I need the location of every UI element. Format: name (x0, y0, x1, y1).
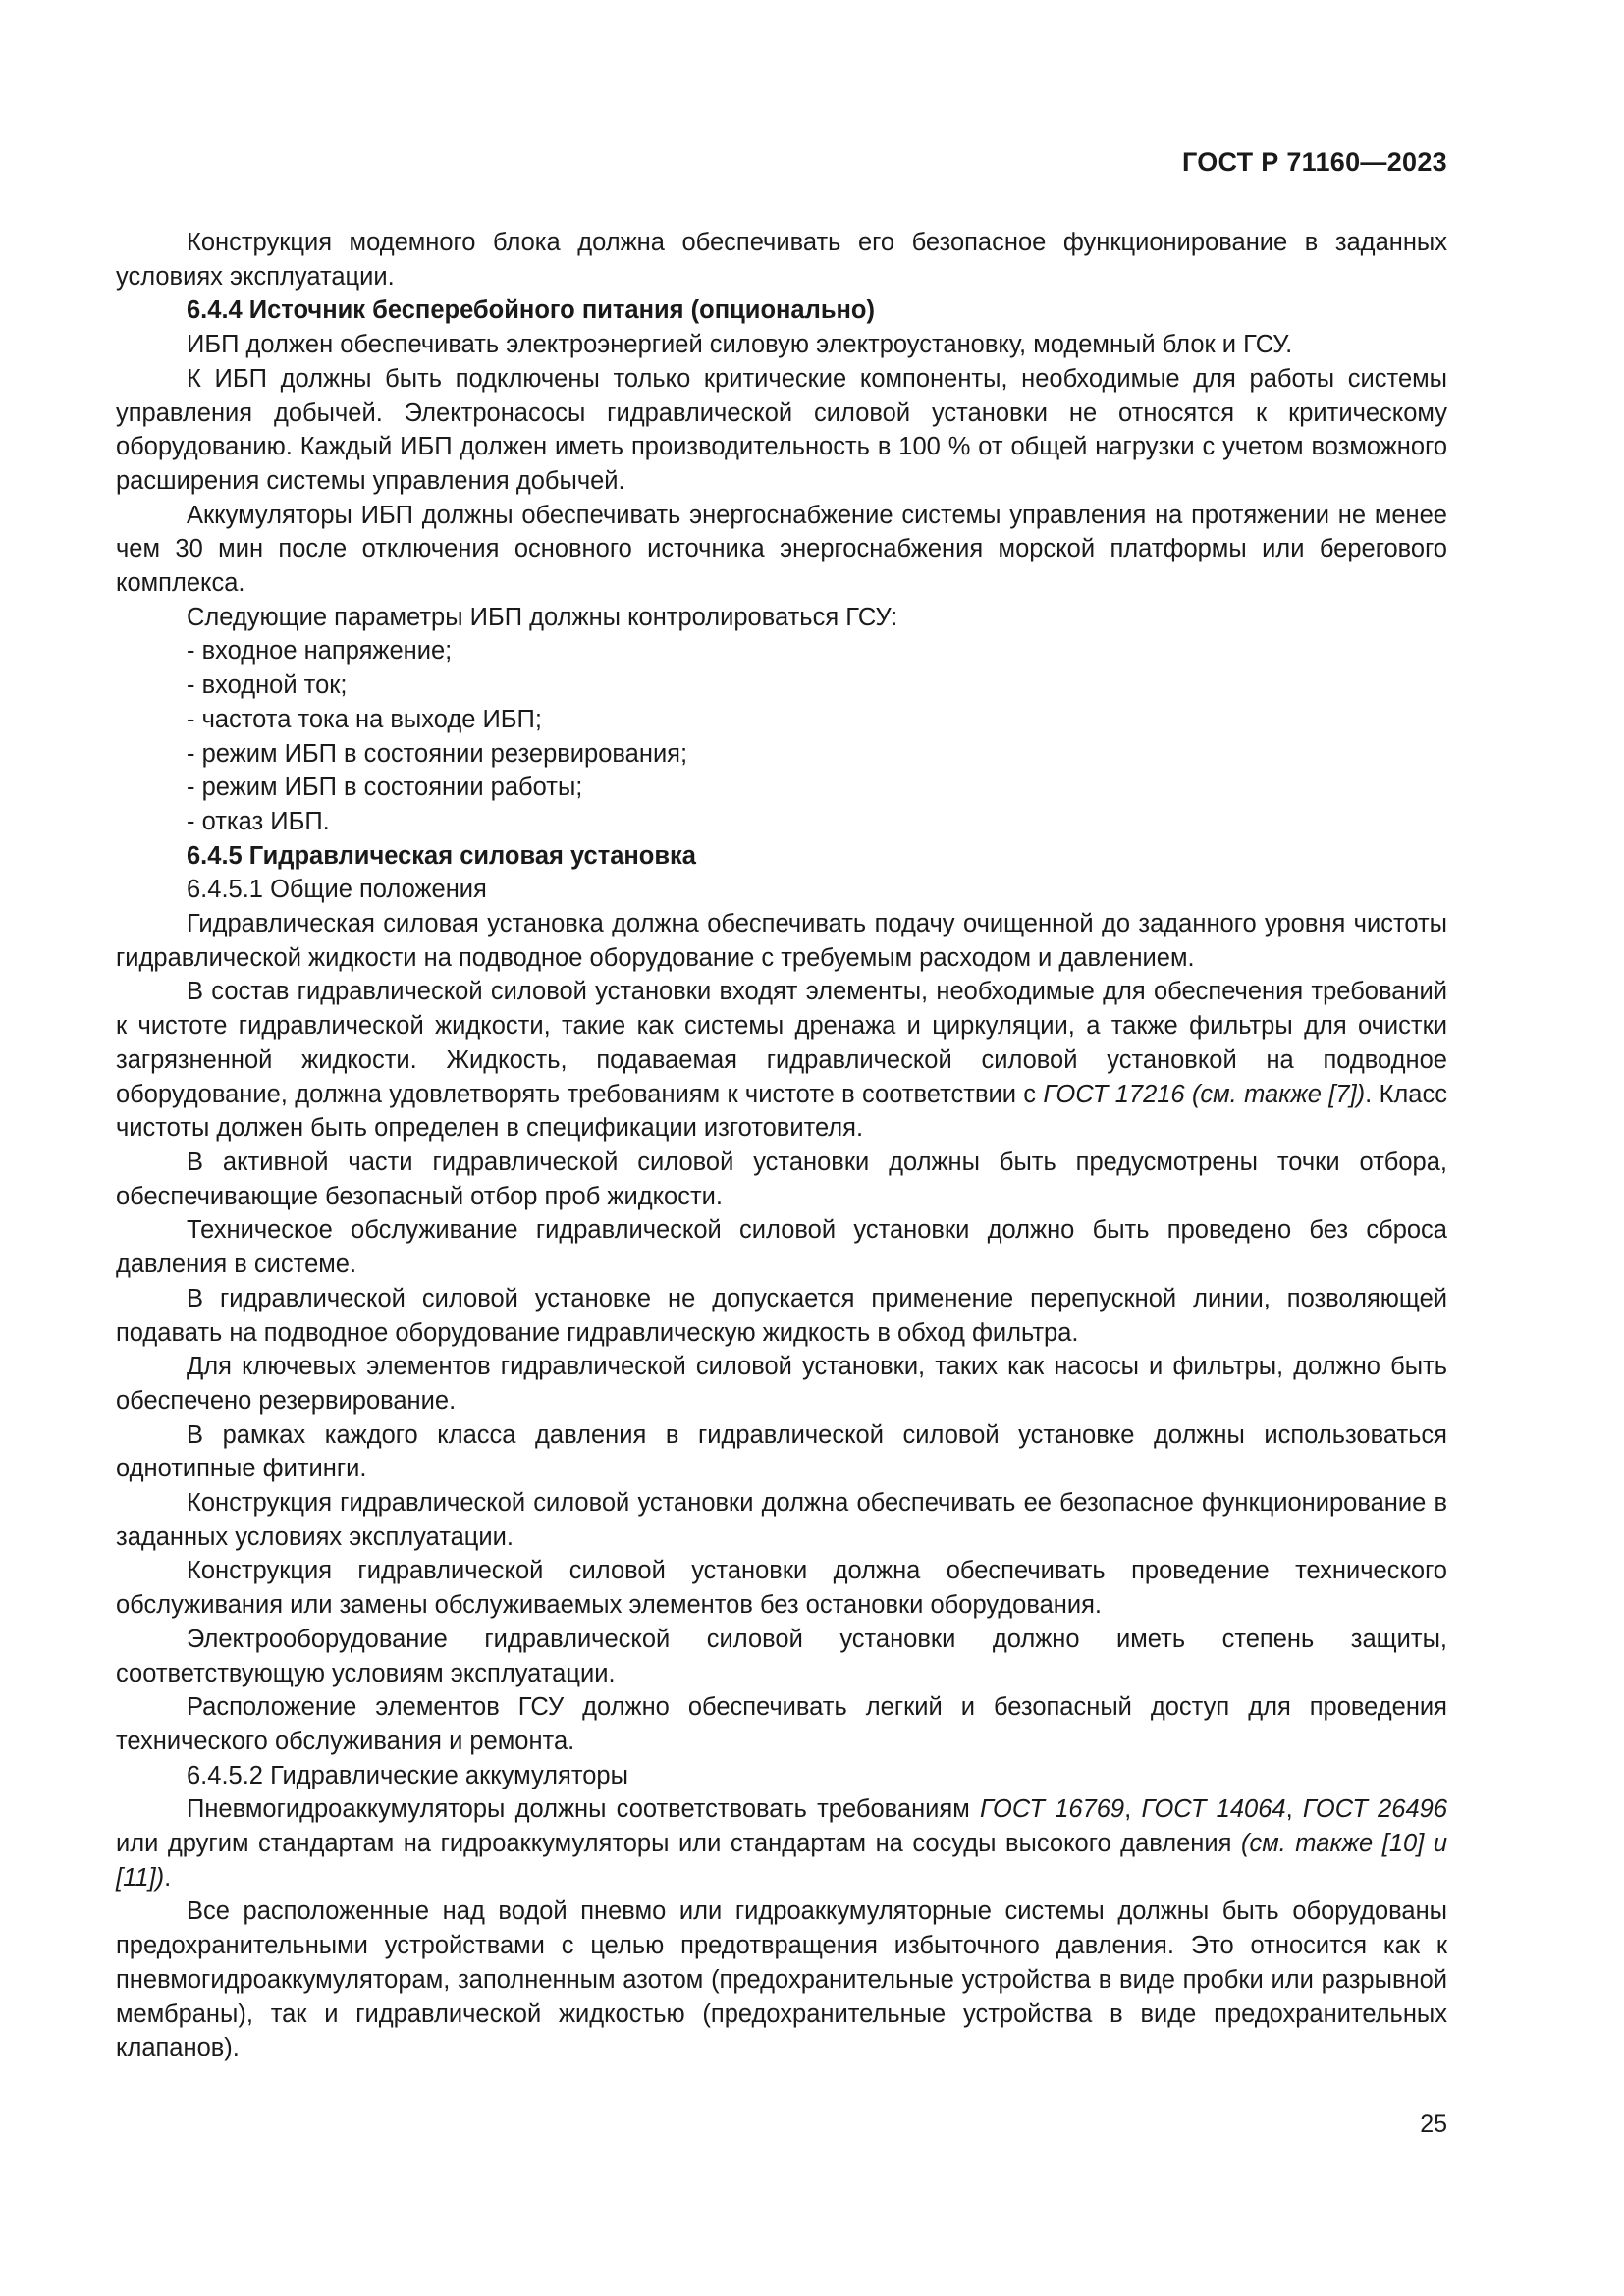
text-run: Пневмогидроаккумуляторы должны соответствовать требованиям (187, 1795, 980, 1824)
list-item: - входной ток; (187, 671, 348, 700)
list-item: - режим ИБП в состоянии работы; (187, 774, 583, 802)
paragraph: Конструкция гидравлической силовой установки должна обеспечивать ее безопасное функционирование в заданных условиях эксплуатации. (116, 1489, 1447, 1551)
paragraph: ИБП должен обеспечивать электроэнергией силовую электроустановку, модемный блок и ГСУ. (187, 331, 1293, 359)
paragraph: Следующие параметры ИБП должны контролироваться ГСУ: (187, 603, 898, 631)
paragraph: Для ключевых элементов гидравлической силовой установки, таких как насосы и фильтры, должно быть обеспечено резервирование. (116, 1353, 1447, 1415)
section-heading-6-4-4: 6.4.4 Источник бесперебойного питания (опционально) (187, 296, 875, 325)
paragraph: В рамках каждого класса давления в гидравлической силовой установке должны использоваться однотипные фитинги. (116, 1420, 1447, 1483)
paragraph (116, 1792, 1447, 1895)
standard-reference: ГОСТ 16769 (979, 1795, 1125, 1824)
list-item: - входное напряжение; (187, 637, 453, 666)
paragraph: В гидравлической силовой установке не допускается применение перепускной линии, позволяющей подавать на подводное оборудование гидравлическую жидкость в обход фильтра. (116, 1284, 1447, 1347)
paragraph: Электрооборудование гидравлической силовой установки должно иметь степень защиты, соответствующую условиям эксплуатации. (116, 1625, 1447, 1687)
paragraph: К ИБП должны быть подключены только критические компоненты, необходимые для работы системы управления добычей. Электронасосы гидравлической силовой установки не относятся к критическому оборудованию. Каждый ИБП должен иметь производительность в 100 % от общей нагрузки с учетом возможного расширения системы управления добычей. (116, 364, 1447, 495)
list-item: - частота тока на выходе ИБП; (187, 705, 542, 733)
subsection-heading-6-4-5-1: 6.4.5.1 Общие положения (187, 876, 487, 904)
paragraph: Гидравлическая силовая установка должна обеспечивать подачу очищенной до заданного уровня чистоты гидравлической жидкости на подводное оборудование с требуемым расходом и давлением. (116, 910, 1447, 972)
text-run: или другим стандартам на гидроаккумуляторы или стандартам на сосуды высокого давления (116, 1830, 1241, 1858)
standard-reference: ГОСТ 26496 (1302, 1795, 1448, 1824)
subsection-heading-6-4-5-2: 6.4.5.2 Гидравлические аккумуляторы (187, 1761, 628, 1789)
standard-reference: ГОСТ 14064 (1141, 1795, 1286, 1824)
text-run: . (164, 1863, 172, 1892)
paragraph: Аккумуляторы ИБП должны обеспечивать энергоснабжение системы управления на протяжении не менее чем 30 мин после отключения основного источника энергоснабжения морской платформы или берегового комплекса. (116, 501, 1447, 598)
paragraph: В активной части гидравлической силовой установки должны быть предусмотрены точки отбора, обеспечивающие безопасный отбор проб жидкости. (116, 1148, 1447, 1210)
document-header: ГОСТ Р 71160—2023 (1181, 147, 1447, 177)
text-run: В состав гидравлической силовой установки входят элементы, необходимые для обеспечения требований к чистоте гидравлической жидкости, такие как системы дренажа и циркуляции, а также фильтры для очистки загрязненной жидкости. Жидкость, подаваемая гидравлической силовой установкой на подводное оборудование, должна удовлетворять требованиям к чистоте в соответствии с (116, 978, 1447, 1108)
paragraph: Расположение элементов ГСУ должно обеспечивать легкий и безопасный доступ для проведения технического обслуживания и ремонта. (116, 1693, 1447, 1755)
paragraph: Конструкция модемного блока должна обеспечивать его безопасное функционирование в заданных условиях эксплуатации. (116, 229, 1447, 291)
standard-reference: (см. также [10] и [11]) (116, 1830, 1447, 1892)
paragraph: Все расположенные над водой пневмо или гидроаккумуляторные системы должны быть оборудованы предохранительными устройствами с целью предотвращения избыточного давления. Это относится как к пневмогидроаккумуляторам, заполненным азотом (предохранительные устройства в виде пробки или разрывной мембраны), так и гидравлической жидкостью (предохранительные устройства в виде предохранительных клапанов). (116, 1897, 1447, 2062)
standard-reference: ГОСТ 17216 (см. также [7]) (1043, 1080, 1366, 1108)
text-run: , (1285, 1795, 1303, 1824)
section-heading-6-4-5: 6.4.5 Гидравлическая силовая установка (187, 841, 696, 870)
list-item: - режим ИБП в состоянии резервирования; (187, 739, 688, 768)
paragraph: Конструкция гидравлической силовой установки должна обеспечивать проведение технического обслуживания или замены обслуживаемых элементов без остановки оборудования. (116, 1557, 1447, 1620)
paragraph: Техническое обслуживание гидравлической силовой установки должно быть проведено без сброса давления в системе. (116, 1216, 1447, 1279)
page-number: 25 (1420, 2110, 1447, 2138)
text-run: , (1124, 1795, 1142, 1824)
paragraph (116, 975, 1447, 1146)
list-item: - отказ ИБП. (187, 807, 330, 835)
document-body (116, 226, 1447, 2065)
text-run: . Класс чистоты должен быть определен в спецификации изготовителя. (116, 1080, 1447, 1143)
